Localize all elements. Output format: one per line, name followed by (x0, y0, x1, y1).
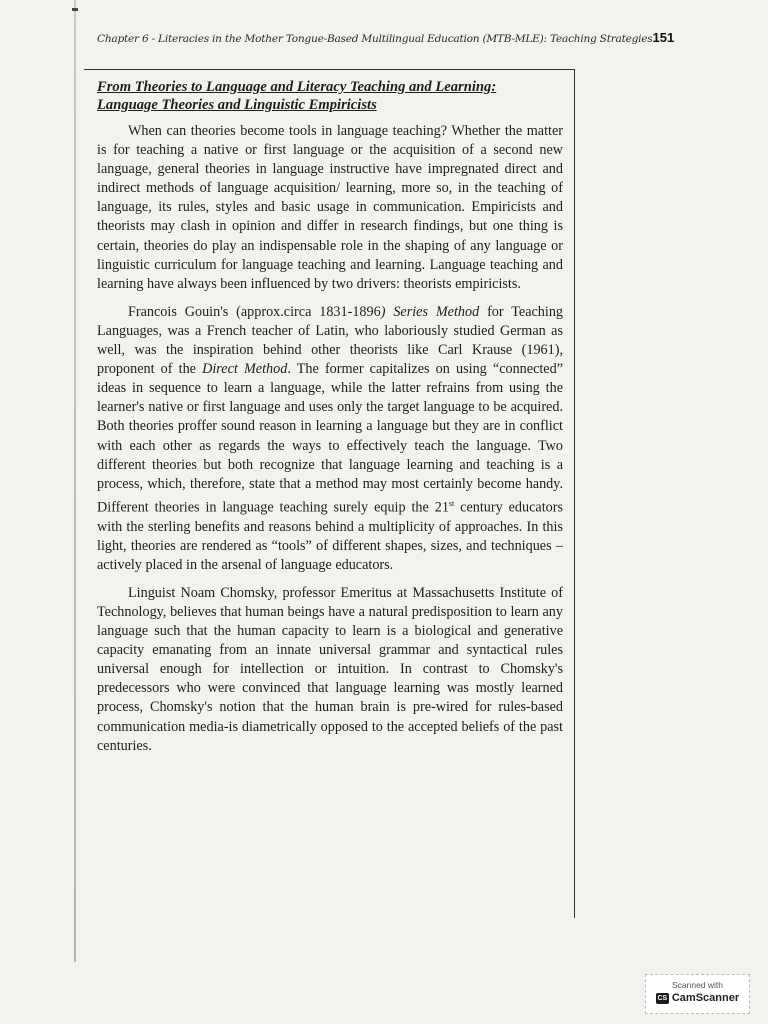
section-heading-line1: From Theories to Language and Literacy Teaching and Learning: (97, 79, 497, 95)
camscanner-logo-icon: CS (657, 994, 668, 1002)
margin-mark (72, 8, 78, 11)
paragraph-1: When can theories become tools in language teaching? Whether the matter is for teaching a native or first language or the acquisition of a second new language, general theories in language instructive have impregnated direct and indirect methods of language acquisition/ learning, more so, in the teaching of language, its rules, styles and basic usage in communication. Empiricists and theorists may clash in opinion and differ in research findings, but one thing is certain, theories do play an indispensable role in the shaping of any language or linguistic curriculum for language teaching and learning. Language teaching and learning have always been influenced by two drivers: theorists empiricists. (97, 123, 563, 292)
direct-method-term: Direct Method (202, 361, 288, 378)
camscanner-name: CamScanner (671, 992, 740, 1004)
section-heading (97, 78, 563, 114)
paragraph-2-part-d: . The former capitalizes on using “connected” ideas in sequence to learn a language, while the latter refrains from using the learner's native or first language and uses only the target language to be acquired. Both theories proffer sound reason in learning a language but they are in conflict with each other as regards the ways to effectively teach the language. Two different theories but both recognize that language learning and teaching is a process, which, therefore, state that a method may most certainly become handy. Different theories in language teaching surely equip the 21 (97, 361, 563, 516)
scanned-with-label: Scanned with (671, 980, 724, 990)
series-method-term: Series Method (393, 303, 480, 320)
paragraph-2-part-e: century educators with the sterling benefits and reasons behind a multiplicity of approaches. In this light, theories are rendered as “tools” of different shapes, sizes, and techniques – actively placed in the arsenal of language educators. (97, 499, 563, 573)
paragraph-2-part-a: Francois Gouin's (approx.circa 1831-1896 (128, 303, 381, 320)
section-heading-line2: Language Theories and Linguistic Empiricists (97, 97, 377, 113)
paragraph-2-paren: ) (380, 303, 394, 320)
section-content (97, 78, 563, 765)
camscanner-badge (645, 974, 750, 1014)
paragraph-3: Linguist Noam Chomsky, professor Emeritus at Massachusetts Institute of Technology, believes that human beings have a natural predisposition to learn any language such that the human capacity to learn is a biological and generative capacity emanating from an innate universal grammar and syntactical rules universal enough for intellection or intuition. In contrast to Chomsky's predecessors who were convinced that language learning was mostly learned process, Chomsky's notion that the human brain is pre-wired for rules-based communication media-is diametrically opposed to the accepted beliefs of the past centuries. (97, 584, 563, 754)
paragraph-2-part-c: for Teaching Languages, was a French teacher of Latin, who laboriously studied German as well, was the inspiration behind other theorists like Carl Krause (1961), proponent of the (97, 303, 564, 378)
running-header (97, 30, 675, 54)
page-number: 151 (652, 30, 675, 45)
paragraph-2 (97, 303, 563, 575)
ordinal-suffix: st (448, 498, 455, 508)
page-binding-edge (74, 0, 76, 962)
camscanner-brand (646, 992, 749, 1004)
header-title: Chapter 6 - Literacies in the Mother Tongue-Based Multilingual Education (MTB-MLE): Teaching Strategies (97, 33, 653, 45)
